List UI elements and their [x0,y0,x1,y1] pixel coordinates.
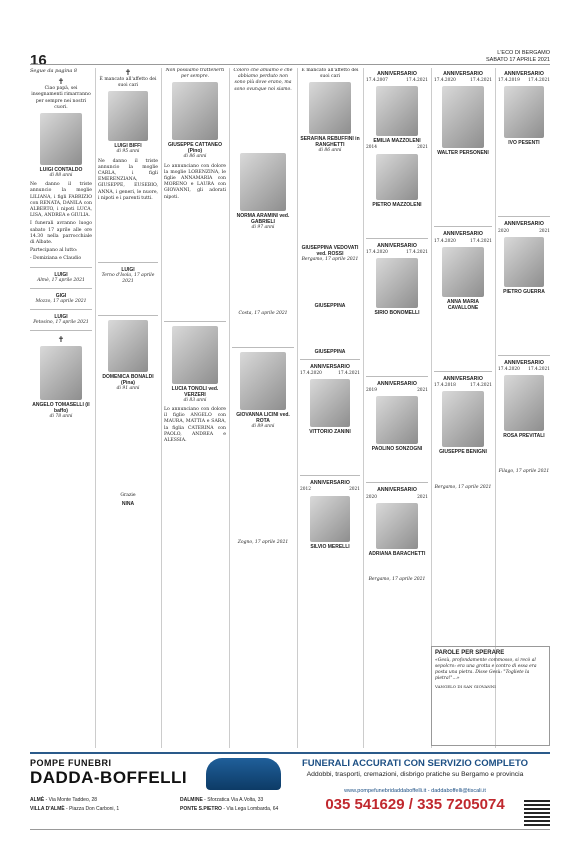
anniversary-years: 17.4.2020 17.4.2021 [366,249,428,255]
deceased-name: PIETRO GUERRA [503,288,545,295]
column-5 [300,68,360,748]
deceased-name: LUIGI [121,267,135,274]
deceased-name: PIETRO MAZZOLENI [372,201,422,208]
portrait-photo [442,391,484,447]
ad-title-large: DADDA-BOFFELLI [30,768,188,787]
ad-emblem-icon [206,758,281,790]
portrait-photo [376,258,418,308]
announcement-text: Ne danno il triste annuncio la moglie CARLA, i figli EMERENZIANA, GIUSEPPE, EUSEBIO, ANNA, i generi, le nuore, i nipoti e i parenti tutti. [98,158,158,201]
anniversary-years: 17.4.2020 17.4.2021 [300,371,360,377]
location-city: PONTE S.PIETRO [180,806,222,812]
column-rule [297,68,298,748]
column-4 [232,68,294,748]
masthead-date: SABATO 17 APRILE 2021 [485,57,550,63]
column-rule [363,68,364,748]
column-rule [161,68,162,748]
condolence-label: Partecipano al lutto: [30,248,78,254]
portrait-photo [442,247,484,297]
deceased-name: GIGI [55,292,67,299]
anniversary-years: 17.4.2019 17.4.2021 [498,78,550,84]
parole-title: PAROLE PER SPERARE [435,650,505,656]
column-rule [229,68,230,748]
anniversary-heading: ANNIVERSARIO [443,375,483,382]
place-date: Mozzo, 17 aprile 2021 [35,298,87,304]
anniversary-heading: ANNIVERSARIO [504,359,544,366]
column-1 [30,68,92,748]
anniversary-heading: ANNIVERSARIO [310,363,350,370]
deceased-name: IVO PESENTI [508,140,540,147]
announcement-text: Ne danno il triste annuncio la moglie LILIANA, i figli FABRIZIO con RENATA, DANILA con ALBERTO, i nipoti LUCA, LISA, ANDREA e GIULIA. [30,182,92,219]
deceased-name: ANGELO TOMASELLI (il baffo) [32,402,90,415]
deceased-name: GIUSEPPE BENIGNI [439,449,487,456]
parole-text: «Gesù, profondamente commosso, si recò al sepolcro: era una grotta e contro di essa era posta una pietra. Disse Gesù: "Togliete la pietra!"...» [435,658,537,681]
deceased-name: SIRIO BONOMELLI [374,310,420,317]
anniversary-heading: ANNIVERSARIO [443,71,483,77]
cross-icon: ✝ [57,335,65,345]
signature-name: NINA [121,500,135,507]
location-city: DALMINE [180,797,203,803]
deceased-name: SERAFINA REBUFFINI in RANGHETTI [300,136,360,149]
portrait-photo [376,503,418,549]
column-3 [164,68,226,748]
place-date: Zogno, 17 aprile 2021 [237,540,289,546]
divider [366,238,428,239]
portrait-photo [310,496,350,542]
deceased-name: ANNA MARIA CAVALLONE [446,298,480,311]
place-date: Bergamo, 17 aprile 2021 [301,256,359,262]
divider [366,482,428,483]
location-address: - Sforzatica Via A.Volta, 33 [204,797,264,803]
deceased-age: di 86 anni [318,148,342,154]
place-date: Terno d'Isola, 17 aprile 2021 [101,273,155,285]
anniversary-years: 2012 2021 [300,487,360,493]
portrait-photo [504,86,544,138]
ad-slogan: FUNERALI ACCURATI CON SERVIZIO COMPLETO [301,758,529,769]
column-rule [95,68,96,748]
portrait-photo [376,86,418,136]
deceased-age: di 88 anni [49,173,73,179]
anniversary-heading: ANNIVERSARIO [377,381,417,388]
deceased-age: di 91 anni [116,386,140,392]
anniversary-heading: ANNIVERSARIO [377,242,417,249]
column-6 [366,68,428,748]
divider [98,315,158,316]
anniversary-heading: ANNIVERSARIO [504,221,544,228]
portrait-photo [172,82,218,140]
portrait-photo [240,153,286,211]
parole-signature: VANGELO DI SAN GIOVANNI [435,684,496,689]
deceased-name: DOMENICA BONALDI (Pina) [102,374,154,387]
header-divider [30,64,550,65]
deceased-name: GIOVANNA LICINI ved. ROTA [236,412,290,425]
intro-text: È mancato all'affetto dei suoi cari [99,77,157,89]
portrait-photo [504,237,544,287]
deceased-age: di 95 anni [116,149,140,155]
divider [300,359,360,360]
anniversary-years: 17.4.2007 17.4.2021 [366,78,428,84]
portrait-photo [376,154,418,200]
deceased-name: PAOLINO SONZOGNI [371,446,423,453]
ad-website[interactable]: www.pompefunebridaddaboffelli.it - daddaboffelli@tiscali.it [344,788,486,794]
location-city: VILLA D'ALMÈ [30,806,65,812]
divider [30,267,92,268]
poem-text: Coloro che amiamo e che abbiamo perduto non sono più dove erano, ma sono ovunque noi siamo. [233,68,293,92]
announcement-text: Lo annunciano con dolore la moglie LORENZINA, le figlie ANNAMARIA con MORENO e LAURA con GIOVANNI, gli adorati nipoti. [164,163,226,200]
signature-name: GIUSEPPINA [314,348,346,355]
deceased-name: ROSA PREVITALI [503,433,545,440]
divider [98,262,158,263]
funeral-text: I funerali avranno luogo sabato 17 aprile alle ore 14.30 nella parrocchiale di Albate. [30,221,92,246]
continued-label: Segue da pagina 8 [30,68,78,74]
divider [164,321,226,322]
anniversary-heading: ANNIVERSARIO [377,71,417,77]
deceased-age: di 78 anni [49,414,73,420]
dedication-text: Ciao papà, sei insegnamenti rimarranno per sempre nei nostri cuori. [31,86,91,110]
divider [366,376,428,377]
place-date: Costa, 17 aprile 2021 [238,311,288,317]
place-date: Filago, 17 aprile 2021 [498,469,550,475]
intro-text: È mancato all'affetto dei suoi cari [301,68,359,80]
divider [30,330,92,331]
deceased-name: WALTER PERSONENI [437,150,489,157]
deceased-age: di 86 anni [183,154,207,160]
deceased-name: VITTORIO ZANINI [309,429,351,436]
anniversary-years: 2019 2021 [366,388,428,394]
portrait-photo [172,326,218,384]
location-address: - Via Lega Lombarda, 64 [223,806,279,812]
deceased-name: ADRIANA BARACHETTI [368,550,426,557]
deceased-name: LUIGI [54,314,68,321]
deceased-name: LUCIA TONOLI ved. VERZERI [171,385,219,398]
ad-brand [30,758,198,788]
portrait-photo [442,86,484,148]
closing-text: Grazie [120,492,136,498]
place-date: Bergamo, 17 aprile 2021 [368,576,426,582]
divider [232,347,294,348]
deceased-age: di 97 anni [251,224,275,230]
announcement-text: Lo annunciano con dolore il figlio ANGELO con MAURA, MATTIA e SARA, la figlia CATERINA con PAOLO, ANDREA e ALESSIA. [164,407,226,444]
place-date: Petosino, 17 aprile 2021 [33,320,89,326]
anniversary-heading: ANNIVERSARIO [504,71,544,77]
cross-icon: ✝ [57,77,65,87]
divider [498,216,550,217]
deceased-name: GIUSEPPE CATTANEO (Pino) [168,142,222,155]
parole-per-sperare-box [431,646,550,746]
divider [300,475,360,476]
anniversary-heading: ANNIVERSARIO [377,487,417,494]
portrait-photo [240,352,286,410]
location-address: - Piazza Don Carboni, 1 [66,806,120,812]
anniversary-years: 2020 2021 [366,494,428,500]
divider [434,226,492,227]
anniversary-years: 2020 2021 [498,228,550,234]
divider [434,371,492,372]
masthead [486,50,550,64]
page-number: 16 [30,52,47,69]
anniversary-years: 17.4.2018 17.4.2021 [434,383,492,389]
portrait-photo [504,375,544,431]
ad-services: Addobbi, trasporti, cremazioni, disbrigo pratiche su Bergamo e provincia [306,771,524,778]
anniversary-years: 17.4.2020 17.4.2021 [498,367,550,373]
deceased-name: GIUSEPPINA VEDOVATI ved. ROSSI [301,244,359,257]
location-city: ALMÈ [30,797,45,803]
ad-title-small: POMPE FUNEBRI [30,758,112,768]
portrait-photo [40,113,82,165]
signature-name: GIUSEPPINA [314,302,346,309]
anniversary-years: 17.4.2020 17.4.2021 [434,78,492,84]
masthead-title: L'ECO DI BERGAMO [497,50,550,56]
deceased-name: LUIGI [54,271,68,278]
dedication-text: Non possiamo trattenerti per sempre. [165,68,225,80]
portrait-photo [309,82,351,134]
deceased-name: LUIGI BIFFI [114,143,142,150]
anniversary-years: 17.4.2020 17.4.2021 [434,238,492,244]
divider [30,288,92,289]
divider [30,309,92,310]
page-header [0,0,580,69]
deceased-name: LUIGI CONTALDO [39,167,83,174]
portrait-photo [376,396,418,444]
qr-code-icon[interactable] [524,800,550,826]
anniversary-heading: ANNIVERSARIO [443,231,483,238]
place-date: Almè, 17 aprile 2021 [37,277,85,283]
anniversary-years: 2014 2021 [366,145,428,151]
portrait-photo [310,379,350,427]
ad-info [280,758,550,813]
ad-phone: 035 541629 / 335 7205074 [325,796,505,813]
condolence-entry: - Domiziana e Claudio [30,256,82,262]
column-2 [98,68,158,748]
portrait-photo [108,91,148,141]
place-date: Bergamo, 17 aprile 2021 [434,485,492,491]
location-address: - Via Monte Taddeo, 28 [45,797,98,803]
portrait-photo [108,320,148,372]
cross-icon: ✝ [124,68,132,77]
deceased-name: EMILIA MAZZOLENI [373,138,421,145]
anniversary-heading: ANNIVERSARIO [310,480,350,487]
deceased-name: NORMA ARAMINI ved. GABRIELI [236,212,290,225]
deceased-age: di 83 anni [183,397,207,403]
divider [498,355,550,356]
deceased-name: SILVIO MERELLI [310,543,350,550]
deceased-age: di 89 anni [251,424,275,430]
funeral-home-ad [30,752,550,830]
portrait-photo [40,346,82,400]
